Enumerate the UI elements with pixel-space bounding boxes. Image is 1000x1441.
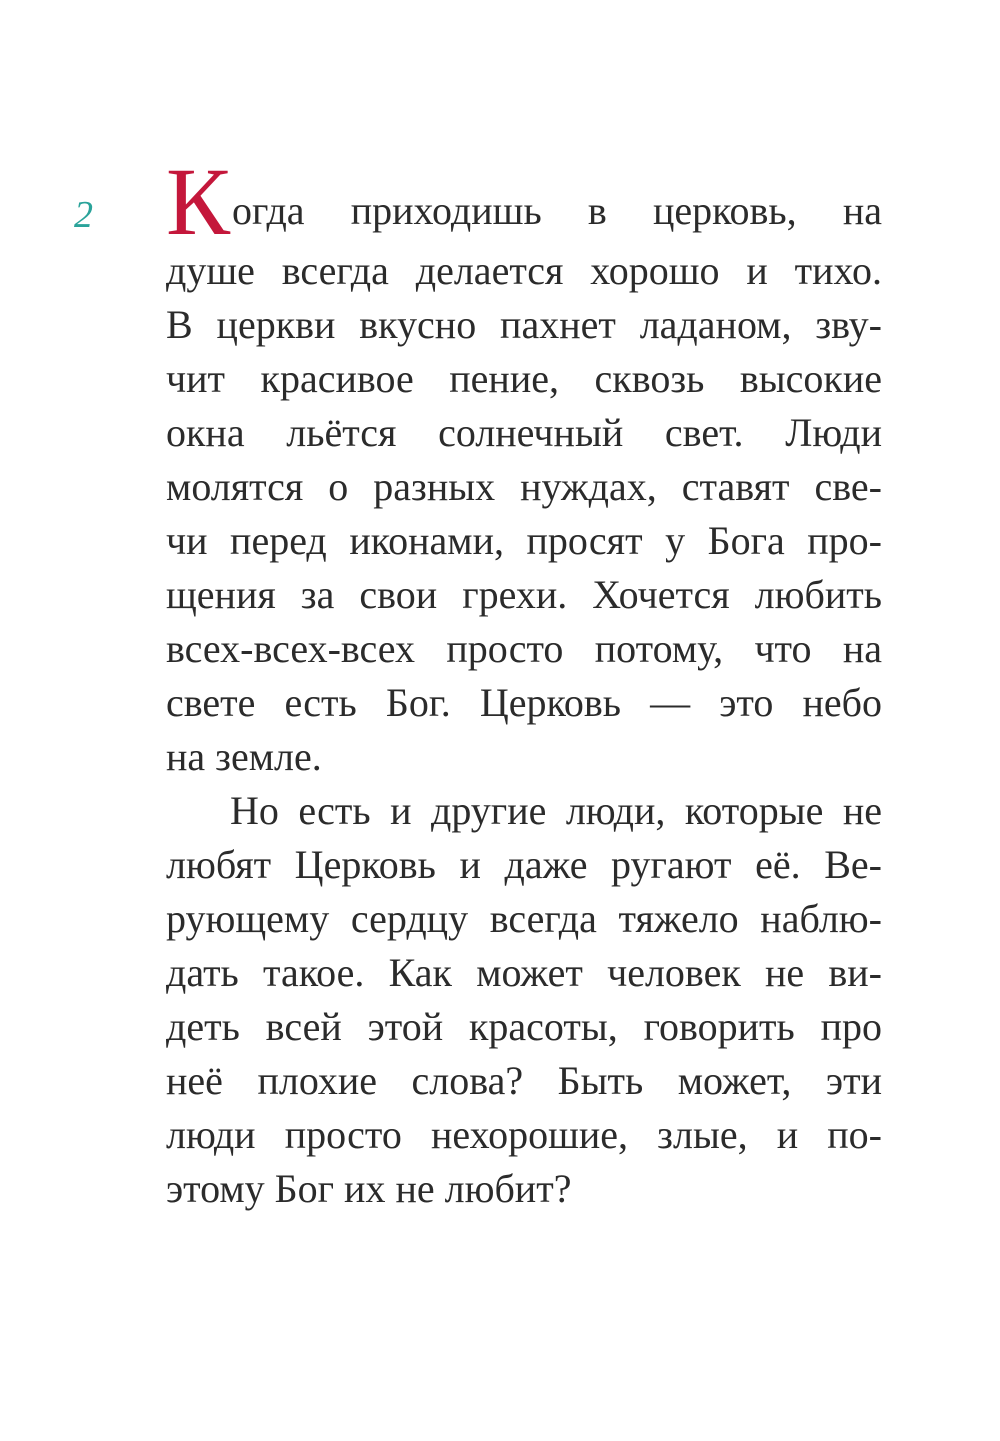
text-line: чит красивое пение, сквозь высокие	[166, 356, 882, 401]
text-line: душе всегда делается хорошо и тихо.	[166, 248, 882, 293]
text-line: Но есть и другие люди, которые не	[230, 788, 882, 833]
first-line	[166, 148, 882, 255]
text-line: В церкви вкусно пахнет ладаном, зву-	[166, 302, 882, 347]
text-line: щения за свои грехи. Хочется любить	[166, 572, 882, 617]
text-line: люди просто нехорошие, злые, и по-	[166, 1112, 882, 1157]
text-line: свете есть Бог. Церковь — это небо	[166, 680, 882, 725]
text-line: рующему сердцу всегда тяжело наблю-	[166, 896, 882, 941]
paragraph-1	[166, 244, 882, 784]
text-line: деть всей этой красоты, говорить про	[166, 1004, 882, 1049]
first-line-text: огда приходишь в церковь, на	[232, 188, 882, 233]
text-line: дать такое. Как может человек не ви-	[166, 950, 882, 995]
text-line: всех-всех-всех просто потому, что на	[166, 626, 882, 671]
text-line: неё плохие слова? Быть может, эти	[166, 1058, 882, 1103]
text-line: на земле.	[166, 734, 322, 779]
body-text	[166, 148, 882, 1216]
page-number: 2	[74, 194, 93, 236]
text-line: окна льётся солнечный свет. Люди	[166, 410, 882, 455]
drop-cap: К	[166, 148, 231, 255]
text-line: молятся о разных нуждах, ставят све-	[166, 464, 882, 509]
text-line: любят Церковь и даже ругают её. Ве-	[166, 842, 882, 887]
text-line: этому Бог их не любит?	[166, 1166, 572, 1211]
paragraph-2	[166, 784, 882, 1216]
text-line: чи перед иконами, просят у Бога про-	[166, 518, 882, 563]
